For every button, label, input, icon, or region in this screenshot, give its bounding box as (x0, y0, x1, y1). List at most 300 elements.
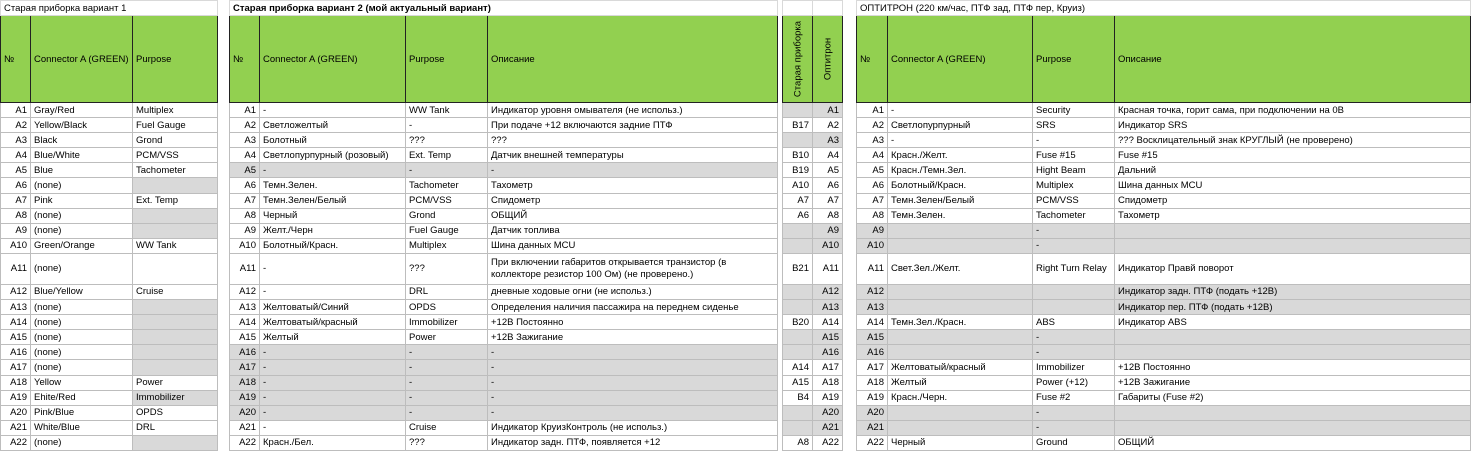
table-cell[interactable]: A12 (230, 284, 260, 299)
table-cell[interactable] (133, 178, 218, 193)
table-cell[interactable]: A15 (783, 375, 813, 390)
table-cell[interactable] (1115, 420, 1471, 435)
table-cell[interactable]: Blue/Yellow (31, 284, 133, 299)
table-cell[interactable] (133, 300, 218, 315)
table-cell[interactable]: Индикатор Правй поворот (1115, 253, 1471, 284)
table-cell[interactable]: DRL (406, 284, 488, 299)
table-cell[interactable]: Черный (260, 208, 406, 223)
table-cell[interactable]: Blue (31, 163, 133, 178)
table-cell[interactable]: Hight Beam (1033, 163, 1115, 178)
table-cell[interactable]: A5 (857, 163, 888, 178)
table-cell[interactable]: Желтоватый/Синий (260, 300, 406, 315)
table-cell[interactable]: Спидометр (488, 193, 778, 208)
table-cell[interactable]: Болотный (260, 133, 406, 148)
table-cell[interactable]: A14 (813, 315, 843, 330)
table-cell[interactable]: Right Turn Relay (1033, 253, 1115, 284)
table-cell[interactable]: ??? (406, 133, 488, 148)
table-cell[interactable]: Желтоватый/красный (888, 360, 1033, 375)
table-cell[interactable]: A10 (857, 238, 888, 253)
table-cell[interactable] (783, 238, 813, 253)
table-cell[interactable] (133, 223, 218, 238)
table-cell[interactable]: SRS (1033, 118, 1115, 133)
table-cell[interactable]: Cruise (133, 284, 218, 299)
table-cell[interactable]: A8 (1, 208, 31, 223)
table-cell[interactable]: A17 (1, 360, 31, 375)
table-cell[interactable]: Темн.Зелен/Белый (888, 193, 1033, 208)
table-cell[interactable]: A3 (230, 133, 260, 148)
table-row (783, 133, 843, 148)
table-cell[interactable]: Дальний (1115, 163, 1471, 178)
table-cell[interactable] (783, 330, 813, 345)
table-cell[interactable]: Fuse #15 (1033, 148, 1115, 163)
table-cell[interactable]: Светлопурпурный (888, 118, 1033, 133)
table-cell[interactable]: A21 (1, 420, 31, 435)
table-cell[interactable] (888, 405, 1033, 420)
table-cell[interactable]: WW Tank (133, 238, 218, 253)
table-cell[interactable]: A15 (813, 330, 843, 345)
table-cell[interactable]: A9 (1, 223, 31, 238)
table-cell[interactable] (133, 435, 218, 450)
table-cell[interactable]: - (406, 118, 488, 133)
table-cell[interactable]: A8 (857, 208, 888, 223)
table-cell[interactable]: A9 (857, 223, 888, 238)
table-cell[interactable]: A19 (813, 390, 843, 405)
table-cell[interactable]: Красн./Бел. (260, 435, 406, 450)
table-cell[interactable]: Датчик топлива (488, 223, 778, 238)
table-cell[interactable]: A17 (857, 360, 888, 375)
table-cell[interactable]: A9 (813, 223, 843, 238)
table-cell[interactable]: Желт./Черн (260, 223, 406, 238)
table-cell[interactable]: A6 (857, 178, 888, 193)
table-cell[interactable]: (none) (31, 253, 133, 284)
table-cell[interactable]: Индикатор ABS (1115, 315, 1471, 330)
table-cell[interactable]: Темн.Зелен. (888, 208, 1033, 223)
table-cell[interactable]: A21 (857, 420, 888, 435)
table-cell[interactable]: A4 (857, 148, 888, 163)
table-cell[interactable]: A20 (857, 405, 888, 420)
table-cell[interactable]: Grond (406, 208, 488, 223)
table-cell[interactable]: +12В Постоянно (488, 315, 778, 330)
table-cell[interactable]: Красн./Черн. (888, 390, 1033, 405)
table-cell[interactable]: A5 (1, 163, 31, 178)
table-cell[interactable]: B10 (783, 148, 813, 163)
table-cell[interactable]: A4 (1, 148, 31, 163)
table-cell[interactable]: Ext. Temp (406, 148, 488, 163)
table-cell[interactable]: A12 (1, 284, 31, 299)
table-row (230, 435, 778, 450)
table-cell[interactable]: PCM/VSS (406, 193, 488, 208)
table-cell[interactable]: Темн.Зелен/Белый (260, 193, 406, 208)
table-cell[interactable]: PCM/VSS (133, 148, 218, 163)
table-cell[interactable]: A21 (813, 420, 843, 435)
table-cell[interactable]: A16 (857, 345, 888, 360)
table-cell[interactable]: - (1033, 405, 1115, 420)
table-cell[interactable]: A8 (783, 435, 813, 450)
table-cell[interactable]: Ehite/Red (31, 390, 133, 405)
table-cell[interactable]: Ext. Temp (133, 193, 218, 208)
table-cell[interactable]: Pink/Blue (31, 405, 133, 420)
table-cell[interactable]: Индикатор уровня омывателя (не использ.) (488, 103, 778, 118)
table-cell[interactable] (783, 103, 813, 118)
table-cell[interactable]: A7 (783, 193, 813, 208)
table-cell[interactable]: A12 (813, 284, 843, 299)
table-cell[interactable]: Multiplex (133, 103, 218, 118)
table-cell[interactable]: Болотный/Красн. (888, 178, 1033, 193)
table-cell[interactable]: A11 (230, 253, 260, 284)
table-cell[interactable]: Желтый (888, 375, 1033, 390)
table-cell[interactable]: B17 (783, 118, 813, 133)
table-cell[interactable]: A18 (813, 375, 843, 390)
table-cell[interactable]: A12 (857, 284, 888, 299)
table-cell[interactable]: A7 (857, 193, 888, 208)
table-row (1, 345, 218, 360)
table-cell[interactable]: A13 (857, 300, 888, 315)
table-cell[interactable]: Темн.Зелен. (260, 178, 406, 193)
table-cell[interactable]: Индикатор пер. ПТФ (подать +12В) (1115, 300, 1471, 315)
table-cell[interactable] (133, 208, 218, 223)
table-cell[interactable]: ОБЩИЙ (488, 208, 778, 223)
table-cell[interactable]: Security (1033, 103, 1115, 118)
table-cell[interactable]: A19 (1, 390, 31, 405)
table-cell[interactable]: - (488, 163, 778, 178)
table-cell[interactable]: A17 (230, 360, 260, 375)
table-cell[interactable] (1115, 223, 1471, 238)
table-cell[interactable]: Шина данных MCU (1115, 178, 1471, 193)
table-cell[interactable] (783, 284, 813, 299)
table-cell[interactable]: Красн./Желт. (888, 148, 1033, 163)
table-cell[interactable]: - (1033, 238, 1115, 253)
table-cell[interactable]: Спидометр (1115, 193, 1471, 208)
table-cell[interactable]: A10 (783, 178, 813, 193)
table-cell[interactable]: WW Tank (406, 103, 488, 118)
table-cell[interactable]: A20 (230, 405, 260, 420)
table-cell[interactable]: Tachometer (1033, 208, 1115, 223)
table-cell[interactable]: дневные ходовые огни (не использ.) (488, 284, 778, 299)
table-cell[interactable]: DRL (133, 420, 218, 435)
table-cell[interactable]: A4 (230, 148, 260, 163)
table-cell[interactable]: - (488, 390, 778, 405)
table-cell[interactable] (133, 360, 218, 375)
table-cell[interactable]: A9 (230, 223, 260, 238)
table-cell[interactable]: A17 (813, 360, 843, 375)
table-cell[interactable]: - (260, 420, 406, 435)
table-cell[interactable]: A3 (1, 133, 31, 148)
table-cell[interactable]: A18 (857, 375, 888, 390)
table-cell[interactable]: Power (+12) (1033, 375, 1115, 390)
table-cell[interactable] (888, 284, 1033, 299)
table-cell[interactable]: - (1033, 133, 1115, 148)
table-cell[interactable]: A11 (857, 253, 888, 284)
table-cell[interactable]: ??? (406, 253, 488, 284)
table-cell[interactable]: ??? Восклицательный знак КРУГЛЫЙ (не проверено) (1115, 133, 1471, 148)
table-cell[interactable]: - (260, 103, 406, 118)
table-row (1, 238, 218, 253)
table-cell[interactable] (888, 330, 1033, 345)
table-cell[interactable]: A7 (230, 193, 260, 208)
table-cell[interactable]: Светлопурпурный (розовый) (260, 148, 406, 163)
table-row (857, 178, 1471, 193)
table-cell[interactable]: PCM/VSS (1033, 193, 1115, 208)
table-cell[interactable]: A10 (1, 238, 31, 253)
table-cell[interactable]: - (260, 360, 406, 375)
table-cell[interactable]: Черный (888, 435, 1033, 450)
table-cell[interactable]: A2 (230, 118, 260, 133)
table-cell[interactable]: (none) (31, 208, 133, 223)
table-cell[interactable]: Fuse #2 (1033, 390, 1115, 405)
table-cell[interactable]: Определения наличия пассажира на переднем сиденье (488, 300, 778, 315)
table-row (857, 208, 1471, 223)
table-cell[interactable]: Датчик внешней температуры (488, 148, 778, 163)
table-cell[interactable]: Болотный/Красн. (260, 238, 406, 253)
table-cell[interactable]: A3 (813, 133, 843, 148)
table-cell[interactable]: - (488, 375, 778, 390)
table-cell[interactable]: При включении габаритов открывается транзистор (в коллекторе резистор 100 Ом) (не проверено.) (488, 253, 778, 284)
table-cell[interactable] (1115, 345, 1471, 360)
table-cell[interactable]: Multiplex (1033, 178, 1115, 193)
table-cell[interactable]: A18 (1, 375, 31, 390)
table-cell[interactable]: - (406, 163, 488, 178)
table-cell[interactable] (888, 345, 1033, 360)
table-cell[interactable]: Black (31, 133, 133, 148)
table-cell[interactable]: - (888, 133, 1033, 148)
table-cell[interactable]: Immobilizer (133, 390, 218, 405)
table-cell[interactable]: A1 (230, 103, 260, 118)
table-cell[interactable] (783, 345, 813, 360)
table-cell[interactable]: Индикатор КруизКонтроль (не использ.) (488, 420, 778, 435)
table-cell[interactable]: A19 (230, 390, 260, 405)
table-cell[interactable]: Желтый (260, 330, 406, 345)
table-cell[interactable] (888, 223, 1033, 238)
table-cell[interactable]: Ground (1033, 435, 1115, 450)
table-cell[interactable]: - (260, 345, 406, 360)
table-row (783, 238, 843, 253)
table-cell[interactable]: - (1033, 330, 1115, 345)
table-cell[interactable]: - (260, 284, 406, 299)
table-cell[interactable]: Yellow/Black (31, 118, 133, 133)
table-cell[interactable]: A10 (813, 238, 843, 253)
table-cell[interactable]: (none) (31, 178, 133, 193)
table-cell[interactable] (783, 300, 813, 315)
table-cell[interactable]: (none) (31, 315, 133, 330)
table-cell[interactable]: A11 (1, 253, 31, 284)
table-cell[interactable]: A6 (783, 208, 813, 223)
table-cell[interactable]: ОБЩИЙ (1115, 435, 1471, 450)
table-cell[interactable]: Желтоватый/красный (260, 315, 406, 330)
table-cell[interactable]: Yellow (31, 375, 133, 390)
table-cell[interactable]: ??? (406, 435, 488, 450)
table-cell[interactable]: - (260, 390, 406, 405)
table-cell[interactable]: - (406, 360, 488, 375)
table-cell[interactable]: A1 (1, 103, 31, 118)
table-cell[interactable]: Cruise (406, 420, 488, 435)
table-cell[interactable]: Светложелтый (260, 118, 406, 133)
table-cell[interactable]: A18 (230, 375, 260, 390)
table-cell[interactable]: - (260, 253, 406, 284)
table-cell[interactable]: (none) (31, 435, 133, 450)
table-cell[interactable]: - (1033, 420, 1115, 435)
table-cell[interactable]: OPDS (406, 300, 488, 315)
table-cell[interactable]: A19 (857, 390, 888, 405)
table-cell[interactable]: - (1033, 223, 1115, 238)
table-cell[interactable]: A22 (857, 435, 888, 450)
table-cell[interactable]: A13 (813, 300, 843, 315)
table-cell[interactable]: - (260, 163, 406, 178)
table-cell[interactable]: A11 (813, 253, 843, 284)
table-cell[interactable]: - (406, 405, 488, 420)
table-cell[interactable]: A2 (857, 118, 888, 133)
table-cell[interactable]: B21 (783, 253, 813, 284)
table-cell[interactable]: Красная точка, горит сама, при подключении на 0В (1115, 103, 1471, 118)
table-cell[interactable]: A13 (230, 300, 260, 315)
table-cell[interactable]: A3 (857, 133, 888, 148)
table-cell[interactable]: Pink (31, 193, 133, 208)
table-cell[interactable]: A6 (230, 178, 260, 193)
table-cell[interactable]: ABS (1033, 315, 1115, 330)
table-cell[interactable]: A14 (783, 360, 813, 375)
table-cell[interactable]: Fuel Gauge (133, 118, 218, 133)
table-cell[interactable]: A14 (230, 315, 260, 330)
table-cell[interactable] (783, 223, 813, 238)
table-cell[interactable]: +12В Зажигание (488, 330, 778, 345)
table-cell[interactable]: Индикатор задн. ПТФ, появляется +12 (488, 435, 778, 450)
table-cell[interactable]: Immobilizer (406, 315, 488, 330)
table-cell[interactable]: Tachometer (406, 178, 488, 193)
table-cell[interactable]: A7 (1, 193, 31, 208)
table-cell[interactable]: A2 (813, 118, 843, 133)
table-cell[interactable]: A2 (1, 118, 31, 133)
table-cell[interactable]: A14 (1, 315, 31, 330)
table-cell[interactable]: При подаче +12 включаются задние ПТФ (488, 118, 778, 133)
table-cell[interactable]: - (488, 345, 778, 360)
table-cell[interactable]: B19 (783, 163, 813, 178)
table-cell[interactable]: Тахометр (1115, 208, 1471, 223)
table-cell[interactable] (1033, 284, 1115, 299)
table-cell[interactable]: Габариты (Fuse #2) (1115, 390, 1471, 405)
table-cell[interactable] (783, 420, 813, 435)
table-cell[interactable]: A1 (813, 103, 843, 118)
table-cell[interactable] (1115, 330, 1471, 345)
table-cell[interactable]: ??? (488, 133, 778, 148)
table-cell[interactable]: Immobilizer (1033, 360, 1115, 375)
table-cell[interactable] (133, 345, 218, 360)
table-cell[interactable]: Grond (133, 133, 218, 148)
table-cell[interactable]: Multiplex (406, 238, 488, 253)
table-cell[interactable]: Темн.Зел./Красн. (888, 315, 1033, 330)
table-cell[interactable]: A5 (230, 163, 260, 178)
table-cell[interactable]: A22 (1, 435, 31, 450)
table-row (857, 405, 1471, 420)
table-cell[interactable]: B20 (783, 315, 813, 330)
table-cell[interactable]: Green/Orange (31, 238, 133, 253)
table-cell[interactable]: OPDS (133, 405, 218, 420)
table-cell[interactable]: Blue/White (31, 148, 133, 163)
table-cell[interactable]: A6 (1, 178, 31, 193)
table-cell[interactable]: Индикатор SRS (1115, 118, 1471, 133)
table-cell[interactable]: (none) (31, 360, 133, 375)
table-row (783, 345, 843, 360)
table-cell[interactable]: Fuel Gauge (406, 223, 488, 238)
table-cell[interactable]: A4 (813, 148, 843, 163)
table-cell[interactable]: +12В Постоянно (1115, 360, 1471, 375)
table-row (857, 330, 1471, 345)
table-cell[interactable]: A8 (230, 208, 260, 223)
table-cell[interactable] (1033, 300, 1115, 315)
table-cell[interactable]: A22 (813, 435, 843, 450)
table-cell[interactable]: Power (133, 375, 218, 390)
table-cell[interactable]: A22 (230, 435, 260, 450)
table-cell[interactable] (1115, 405, 1471, 420)
table-cell[interactable]: (none) (31, 330, 133, 345)
table-cell[interactable]: - (260, 405, 406, 420)
table-cell[interactable]: A16 (1, 345, 31, 360)
table-cell[interactable]: Индикатор задн. ПТФ (подать +12В) (1115, 284, 1471, 299)
table-row (783, 360, 843, 375)
table-cell[interactable]: A15 (857, 330, 888, 345)
table-cell[interactable] (133, 315, 218, 330)
table-cell[interactable] (783, 133, 813, 148)
table-cell[interactable]: A8 (813, 208, 843, 223)
table-cell[interactable]: (none) (31, 300, 133, 315)
table-cell[interactable]: A6 (813, 178, 843, 193)
table-cell[interactable] (1115, 238, 1471, 253)
table-cell[interactable]: - (406, 345, 488, 360)
table-cell[interactable]: A13 (1, 300, 31, 315)
table-cell[interactable]: Power (406, 330, 488, 345)
table-cell[interactable]: A14 (857, 315, 888, 330)
table-cell[interactable]: Gray/Red (31, 103, 133, 118)
table-cell[interactable]: - (406, 390, 488, 405)
table-cell[interactable]: A20 (813, 405, 843, 420)
table-cell[interactable]: B4 (783, 390, 813, 405)
table-cell[interactable]: A7 (813, 193, 843, 208)
table-cell[interactable] (133, 253, 218, 284)
table-cell[interactable]: A15 (230, 330, 260, 345)
table-cell[interactable]: - (488, 360, 778, 375)
table-cell[interactable] (888, 300, 1033, 315)
table-cell[interactable]: Шина данных MCU (488, 238, 778, 253)
table-cell[interactable]: A15 (1, 330, 31, 345)
table-cell[interactable]: A21 (230, 420, 260, 435)
table-cell[interactable]: - (406, 375, 488, 390)
table-cell[interactable]: A16 (813, 345, 843, 360)
table-row (230, 253, 778, 284)
table-cell[interactable] (888, 238, 1033, 253)
table-cell[interactable]: - (1033, 345, 1115, 360)
table-cell[interactable]: (none) (31, 345, 133, 360)
table-cell[interactable] (133, 330, 218, 345)
table-cell[interactable]: White/Blue (31, 420, 133, 435)
table-cell[interactable]: Тахометр (488, 178, 778, 193)
table-cell[interactable]: Fuse #15 (1115, 148, 1471, 163)
table-cell[interactable]: A10 (230, 238, 260, 253)
table-cell[interactable]: A1 (857, 103, 888, 118)
table-cell[interactable]: (none) (31, 223, 133, 238)
table-cell[interactable]: - (260, 375, 406, 390)
table-cell[interactable]: A5 (813, 163, 843, 178)
table-row (783, 315, 843, 330)
table-cell[interactable]: A20 (1, 405, 31, 420)
table-cell[interactable] (888, 420, 1033, 435)
table-cell[interactable]: Tachometer (133, 163, 218, 178)
table-cell[interactable]: - (888, 103, 1033, 118)
table-cell[interactable]: +12В Зажигание (1115, 375, 1471, 390)
table-cell[interactable]: Свет.Зел./Желт. (888, 253, 1033, 284)
table-cell[interactable]: - (488, 405, 778, 420)
table-cell[interactable]: A16 (230, 345, 260, 360)
table-cell[interactable] (783, 405, 813, 420)
table-row (783, 193, 843, 208)
table-cell[interactable]: Красн./Темн.Зел. (888, 163, 1033, 178)
